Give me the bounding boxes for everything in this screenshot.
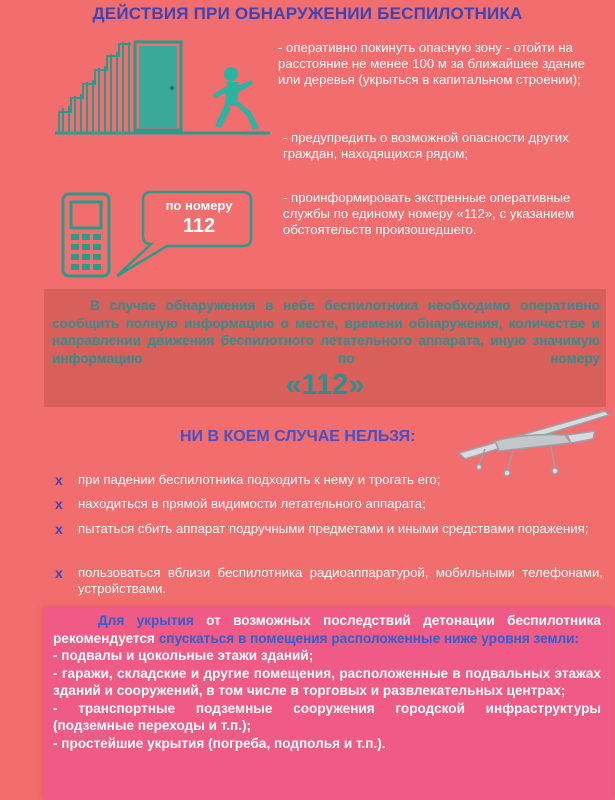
shelter-intro xyxy=(53,612,601,647)
forbidden-item-text: при падении беспилотника подходить к нему и трогать его; xyxy=(78,472,441,487)
shelter-item: - простейшие укрытия (погреба, подполья и т.п.). xyxy=(53,735,386,751)
x-icon: x xyxy=(55,496,63,512)
forbidden-item-text: находиться в прямой видимости летательного аппарата; xyxy=(78,496,426,511)
forbidden-item-text: пользоваться вблизи беспилотника радиоаппаратурой, мобильными телефонами, устройствами. xyxy=(78,565,603,596)
shelter-text xyxy=(53,612,601,752)
drone-icon xyxy=(459,411,609,476)
shelter-highlight: Для укрытия xyxy=(98,613,194,628)
action-inform-services: - проинформировать экстренные оперативные службы по единому номеру «112», с указанием обстоятельств произошедшего. xyxy=(283,190,575,237)
bubble-label: по номеру xyxy=(165,198,233,213)
bubble-number: 112 xyxy=(182,215,216,237)
alert-text: В случае обнаружения в небе беспилотника необходимо оперативно сообщить полную информацию о месте, времени обнаружения, количестве и направлении движения беспилотного летательного аппарата, иную значимую информацию по номеру xyxy=(52,298,600,366)
shelter-item: - транспортные подземные сооружения городской инфраструктуры (подземные переходы и т.п.); xyxy=(53,700,601,733)
staircase-icon xyxy=(59,42,131,132)
forbidden-title: НИ В КОЕМ СЛУЧАЕ НЕЛЬЗЯ: xyxy=(180,428,416,445)
door-icon xyxy=(135,42,181,130)
forbidden-item-text: пытаться сбить аппарат подручными предметами и иными средствами поражения; xyxy=(78,521,589,536)
x-icon: x xyxy=(55,521,63,537)
x-icon: x xyxy=(55,565,63,581)
action-warn-others: - предупредить о возможной опасности других граждан, находящихся рядом; xyxy=(283,130,569,161)
action-leave-zone: - оперативно покинуть опасную зону - отойти на расстояние не менее 100 м за ближайшее здание или деревья (укрыться в капитальном строении); xyxy=(278,40,585,87)
shelter-item: - подвалы и цокольные этажи зданий; xyxy=(53,648,314,663)
alert-number: «112» xyxy=(285,369,365,401)
shelter-intro-mid: от возможных последствий детонации беспилотника рекомендуется xyxy=(53,613,601,646)
page-title: ДЕЙСТВИЯ ПРИ ОБНАРУЖЕНИИ БЕСПИЛОТНИКА xyxy=(92,4,523,23)
mobile-phone-icon xyxy=(63,194,109,276)
x-icon: x xyxy=(55,472,63,488)
running-man-icon xyxy=(213,67,259,130)
drone-illustration xyxy=(455,405,613,480)
evacuation-illustration xyxy=(55,36,270,138)
shelter-highlight: спускаться в помещения расположенные ниже уровня земли: xyxy=(158,630,580,646)
shelter-item: - гаражи, складские и другие помещения, расположенные в подвальных этажах зданий и сооружений, в том числе в торговых и развлекательных центрах; xyxy=(53,665,601,698)
